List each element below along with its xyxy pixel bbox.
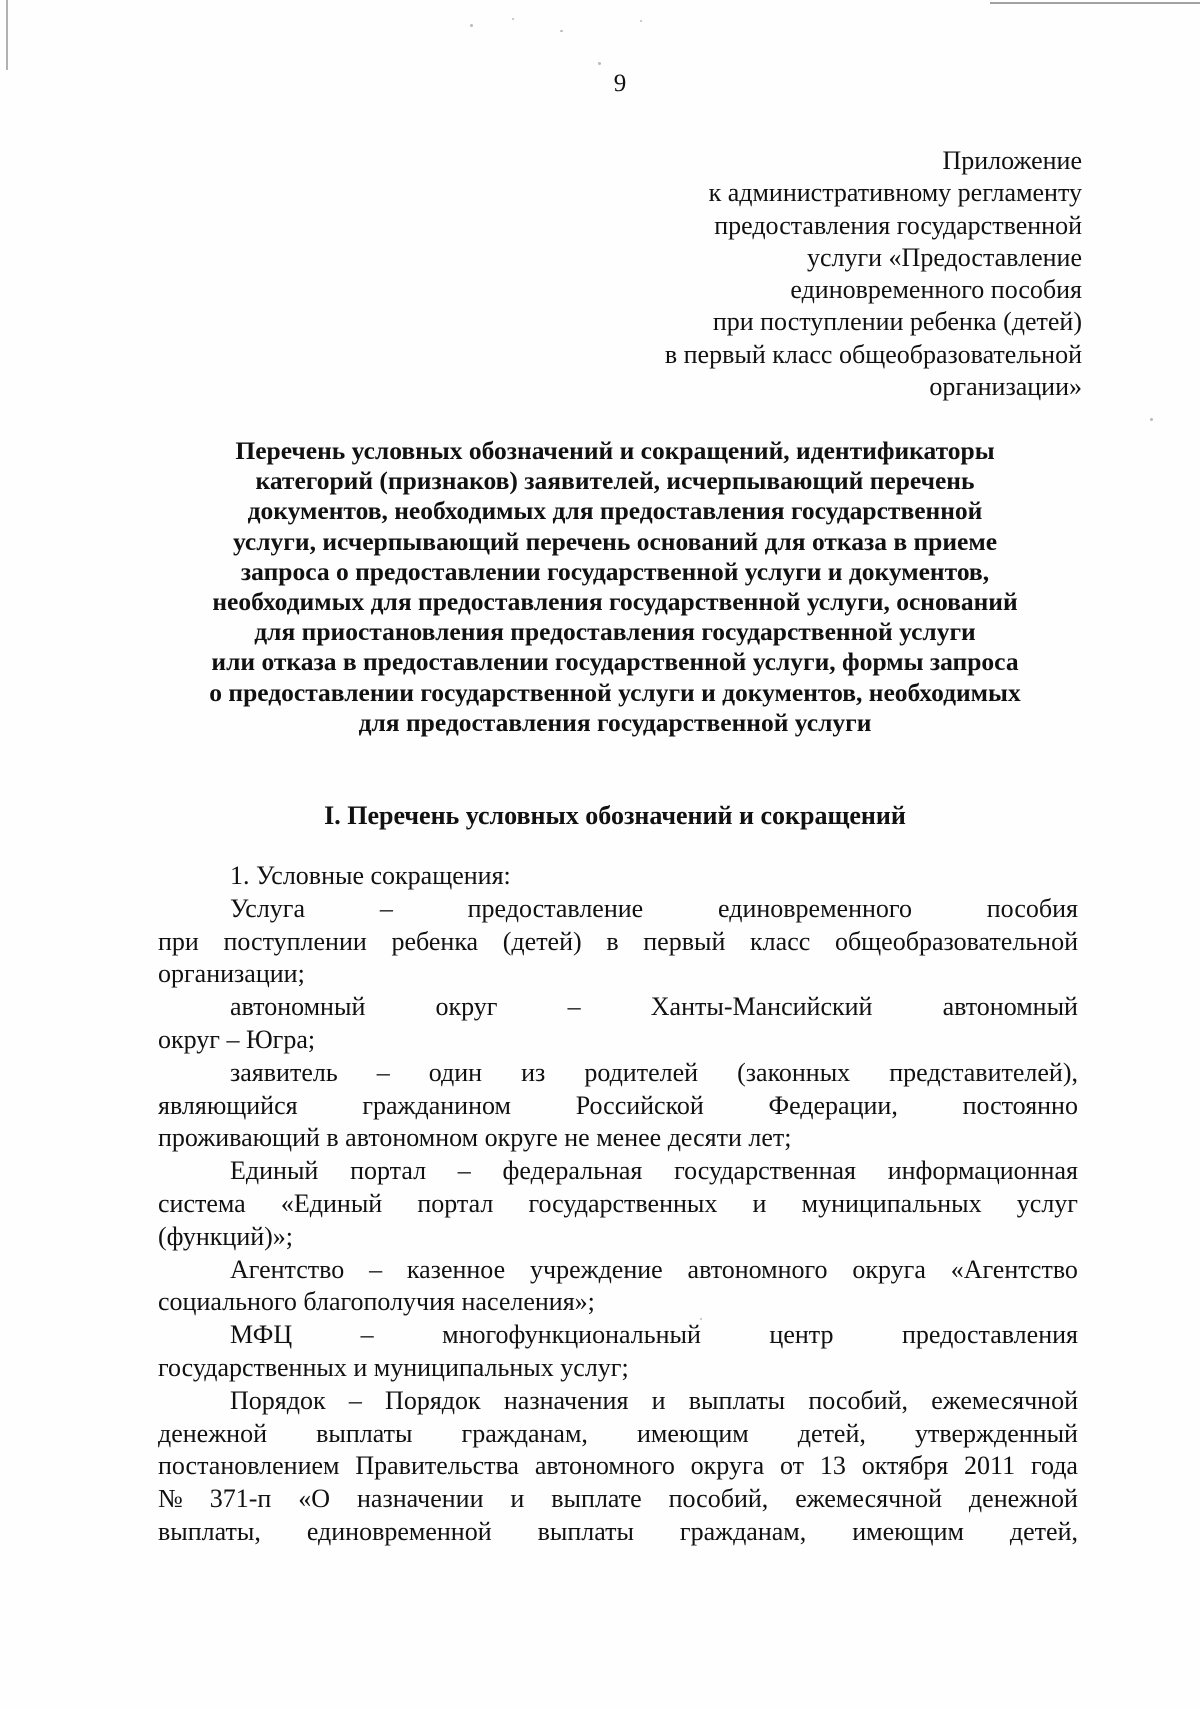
text-word: учреждение [530, 1254, 663, 1284]
title-line: необходимых для предоставления государственной услуги, оснований [212, 587, 1018, 617]
text-word: ежемесячной [795, 1484, 942, 1514]
text-line [158, 1221, 1078, 1254]
text-line [158, 860, 1078, 893]
text-word: выплате [551, 1484, 642, 1514]
text-word: Ханты-Мансийский [650, 992, 873, 1022]
document-title [155, 436, 1075, 738]
text-word: автономный [942, 992, 1078, 1022]
text-word: государственных [528, 1188, 718, 1218]
text-word: выплаты [316, 1418, 413, 1448]
text-word: автономный [230, 992, 366, 1022]
text-line [158, 1188, 1078, 1221]
text-word: многофункциональный [442, 1320, 701, 1350]
text-word: пособий, [808, 1385, 909, 1415]
text-word: «О [298, 1484, 331, 1514]
text-word: выплаты [688, 1385, 786, 1415]
title-line: Перечень условных обозначений и сокращений, идентификаторы [235, 436, 995, 465]
text-word: общеобразовательной [834, 926, 1078, 956]
text-word: (законных [737, 1057, 851, 1087]
text-word: и [752, 1188, 767, 1218]
appendix-line: услуги «Предоставление [806, 242, 1082, 272]
text-word: предоставления [902, 1320, 1078, 1350]
text-word: пособия [986, 893, 1078, 923]
text-word: – [376, 1057, 390, 1087]
text-word: – [360, 1320, 374, 1350]
text-word: назначения [503, 1385, 629, 1415]
text-word: Порядок [385, 1385, 481, 1415]
text-word: 2011 [964, 1451, 1016, 1481]
text-word: единовременной [306, 1516, 492, 1546]
text-word: гражданам, [679, 1516, 807, 1546]
title-line: документов, необходимых для предоставления государственной [247, 496, 983, 526]
text-line [158, 1516, 1078, 1549]
text-word: МФЦ [230, 1320, 293, 1350]
text-word: Услуга [230, 893, 306, 923]
text-word: и [651, 1385, 666, 1415]
appendix-header [482, 145, 1082, 403]
text-word: 1. Условные сокращения: [230, 861, 511, 890]
body-text [158, 860, 1078, 1549]
appendix-line: при поступлении ребенка (детей) [712, 307, 1082, 337]
text-word: и [510, 1484, 525, 1514]
section-heading: I. Перечень условных обозначений и сокращений [324, 801, 906, 830]
text-line [158, 893, 1078, 926]
text-line [158, 1483, 1078, 1516]
text-word: система [158, 1188, 246, 1218]
text-word: автономного [534, 1451, 675, 1481]
text-word: – [369, 1254, 383, 1284]
text-word: информационная [887, 1156, 1078, 1186]
text-word: выплаты [537, 1516, 634, 1546]
text-word: государственных и муниципальных услуг; [158, 1352, 629, 1382]
title-line: для предоставления государственной услуги [358, 707, 872, 737]
text-line [158, 1057, 1078, 1090]
title-line: услуги, исчерпывающий перечень оснований для отказа в приеме [232, 526, 998, 556]
text-word: при [158, 926, 199, 956]
text-word: «Единый [280, 1188, 383, 1218]
scan-speck [640, 20, 642, 22]
text-word: являющийся [158, 1090, 298, 1120]
text-word: имеющим [852, 1516, 964, 1546]
text-line [158, 1122, 1078, 1155]
text-word: – [379, 893, 393, 923]
text-line [158, 1385, 1078, 1418]
appendix-line: в первый класс общеобразовательной [664, 339, 1082, 369]
scan-speck [1150, 418, 1153, 421]
text-word: 13 [819, 1451, 846, 1481]
text-word: услуг [1016, 1188, 1078, 1218]
text-word: ежемесячной [931, 1385, 1078, 1415]
appendix-line: единовременного пособия [790, 275, 1082, 305]
text-word: – [348, 1385, 362, 1415]
text-word: в [606, 926, 619, 956]
text-word: гражданином [362, 1090, 511, 1120]
text-line [158, 1155, 1078, 1188]
text-word: центр [769, 1320, 834, 1350]
text-word: пособий, [668, 1484, 769, 1514]
text-word: поступлении [223, 926, 367, 956]
text-word: первый [643, 926, 726, 956]
text-word: автономного [687, 1254, 828, 1284]
text-word: имеющим [636, 1418, 749, 1448]
scan-speck [560, 30, 563, 32]
text-word: представителей), [889, 1057, 1078, 1087]
title-line: запроса о предоставлении государственной услуги и документов, [240, 556, 990, 586]
text-line [158, 926, 1078, 959]
text-word: (детей) [502, 926, 582, 956]
text-word: детей, [1009, 1516, 1078, 1546]
text-word: государственная [674, 1156, 856, 1186]
text-word: родителей [584, 1057, 699, 1087]
title-line: о предоставлении государственной услуги и документов, необходимых [209, 677, 1021, 707]
text-word: Агентство [230, 1254, 345, 1284]
text-word: денежной [968, 1484, 1078, 1514]
text-word: организации; [158, 959, 305, 989]
text-word: проживающий в автономном округе не менее десяти лет; [158, 1123, 792, 1153]
text-word: социального благополучия населения»; [158, 1287, 595, 1317]
text-line [158, 991, 1078, 1024]
text-word: муниципальных [801, 1188, 982, 1218]
text-word: округа [852, 1254, 926, 1284]
text-line [158, 1254, 1078, 1287]
text-word: от [780, 1451, 805, 1481]
scan-speck [598, 62, 601, 65]
text-word: портал [350, 1156, 427, 1186]
text-word: из [521, 1057, 546, 1087]
text-line [158, 1286, 1078, 1319]
text-word: – [567, 992, 581, 1022]
page-number: 9 [613, 70, 627, 97]
appendix-line: Приложение [942, 146, 1082, 175]
text-word: 371-п [209, 1484, 272, 1514]
appendix-line: к административному регламенту [708, 178, 1082, 208]
scan-speck [470, 24, 473, 27]
text-line [158, 1024, 1078, 1057]
text-word: заявитель [230, 1057, 338, 1087]
text-word: округа [690, 1451, 765, 1481]
scan-artifact-line [6, 0, 8, 70]
text-word: – [457, 1156, 471, 1186]
text-word: постановлением [158, 1451, 340, 1481]
text-word: казенное [406, 1254, 506, 1284]
text-line [158, 1319, 1078, 1352]
title-line: категорий (признаков) заявителей, исчерпывающий перечень [255, 466, 975, 496]
text-line [158, 1450, 1078, 1483]
text-line [158, 1352, 1078, 1385]
text-word: года [1030, 1451, 1078, 1481]
text-word: гражданам, [461, 1418, 588, 1448]
text-word: утвержденный [914, 1418, 1078, 1448]
text-word: «Агентство [950, 1254, 1078, 1284]
text-word: портал [417, 1188, 494, 1218]
text-word: Порядок [230, 1385, 326, 1415]
text-word: один [428, 1057, 483, 1087]
text-word: Правительства [355, 1451, 519, 1481]
text-word: Российской [575, 1090, 704, 1120]
title-line: или отказа в предоставлении государственной услуги, формы запроса [211, 647, 1019, 677]
text-word: Федерации, [768, 1090, 898, 1120]
scan-speck [512, 18, 514, 20]
text-word: детей, [797, 1418, 866, 1448]
text-word: Единый [230, 1156, 319, 1186]
text-word: выплаты, [158, 1516, 261, 1546]
text-word: округ [435, 992, 498, 1022]
appendix-line: организации» [929, 372, 1082, 402]
text-word: ребенка [391, 926, 479, 956]
title-line: для приостановления предоставления государственной услуги [254, 617, 976, 647]
appendix-line: предоставления государственной [714, 210, 1082, 240]
text-line [158, 958, 1078, 991]
text-word: постоянно [962, 1090, 1078, 1120]
text-word: назначении [356, 1484, 484, 1514]
text-word: денежной [158, 1418, 268, 1448]
text-word: октября [861, 1451, 949, 1481]
text-word: округ – Югра; [158, 1024, 316, 1054]
scan-artifact-line [990, 2, 1200, 4]
text-line [158, 1090, 1078, 1123]
text-word: единовременного [718, 893, 912, 923]
text-word: федеральная [502, 1156, 643, 1186]
text-word: предоставление [467, 893, 644, 923]
text-line [158, 1418, 1078, 1451]
text-word: класс [750, 926, 811, 956]
text-word: № [158, 1484, 183, 1514]
text-word: (функций)»; [158, 1221, 294, 1251]
